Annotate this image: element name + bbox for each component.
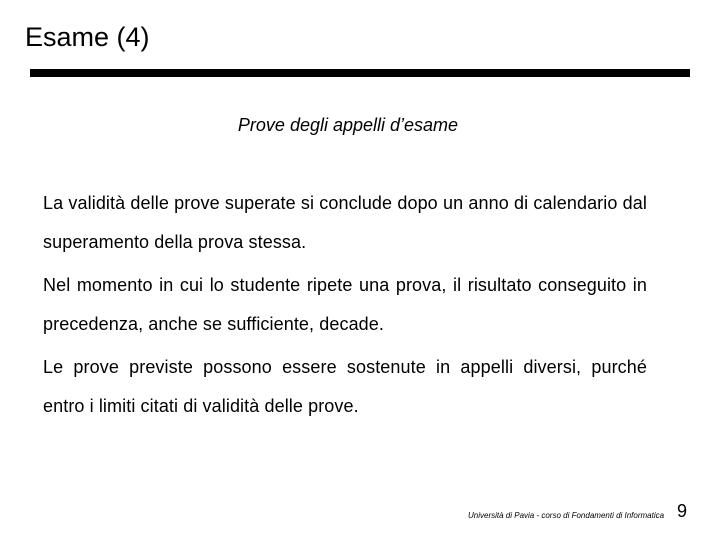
slide-title: Esame (4) (25, 22, 150, 52)
footer-credit: Università di Pavia - corso di Fondamenti di Informatica (468, 511, 665, 520)
title-divider (30, 69, 690, 77)
slide-body (43, 184, 647, 430)
body-paragraph-sessions: Le prove previste possono essere sostenute in appelli diversi, purché entro i limiti citati di validità delle prove. (43, 357, 647, 416)
body-paragraph-validity: La validità delle prove superate si conclude dopo un anno di calendario dal superamento della prova stessa. (43, 193, 647, 252)
slide-subtitle: Prove degli appelli d’esame (237, 115, 459, 135)
body-paragraph-repeat: Nel momento in cui lo studente ripete una prova, il risultato conseguito in precedenza, anche se sufficiente, decade. (43, 275, 647, 334)
page-number: 9 (677, 501, 688, 521)
